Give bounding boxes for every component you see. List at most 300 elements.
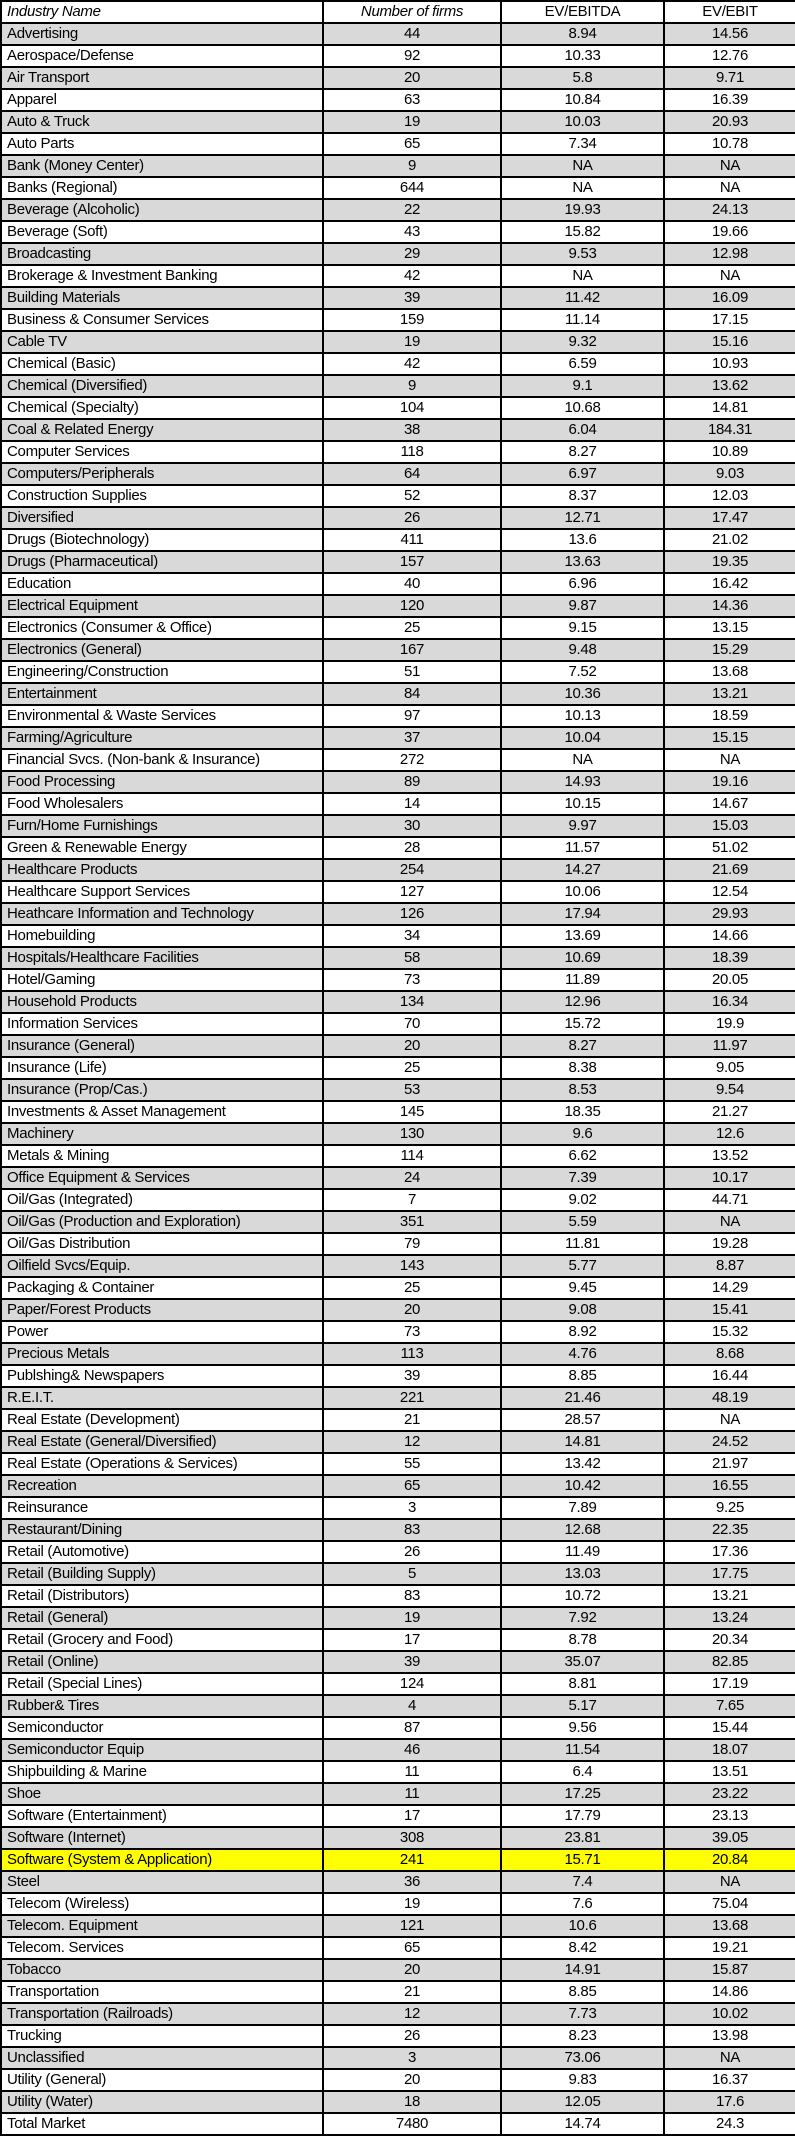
ev-ebitda-cell: 9.53 (501, 243, 664, 265)
ev-ebitda-cell: 12.96 (501, 991, 664, 1013)
firms-count-cell: 121 (323, 1915, 501, 1937)
ev-ebit-cell: 17.36 (664, 1541, 795, 1563)
industry-name-cell: Real Estate (General/Diversified) (1, 1431, 323, 1453)
ev-ebit-cell: 16.34 (664, 991, 795, 1013)
ev-ebitda-cell: 13.63 (501, 551, 664, 573)
table-row (1, 1651, 795, 1673)
ev-ebitda-cell: 8.23 (501, 2025, 664, 2047)
ev-ebit-cell: 13.68 (664, 1915, 795, 1937)
ev-ebitda-cell: 10.84 (501, 89, 664, 111)
industry-name-cell: Retail (Grocery and Food) (1, 1629, 323, 1651)
firms-count-cell: 21 (323, 1981, 501, 2003)
firms-count-cell: 241 (323, 1849, 501, 1871)
firms-count-cell: 9 (323, 375, 501, 397)
table-row (1, 2091, 795, 2113)
industry-name-cell: Insurance (Prop/Cas.) (1, 1079, 323, 1101)
industry-name-cell: Household Products (1, 991, 323, 1013)
ev-ebitda-cell: 14.74 (501, 2113, 664, 2135)
firms-count-cell: 73 (323, 1321, 501, 1343)
firms-count-cell: 58 (323, 947, 501, 969)
ev-ebitda-cell: 5.8 (501, 67, 664, 89)
industry-name-cell: Apparel (1, 89, 323, 111)
firms-count-cell: 351 (323, 1211, 501, 1233)
table-row (1, 1915, 795, 1937)
industry-name-cell: Healthcare Products (1, 859, 323, 881)
ev-ebit-cell: 14.29 (664, 1277, 795, 1299)
table-row (1, 1299, 795, 1321)
firms-count-cell: 143 (323, 1255, 501, 1277)
ev-ebitda-cell: 7.52 (501, 661, 664, 683)
table-row (1, 1519, 795, 1541)
ev-ebitda-cell: 6.4 (501, 1761, 664, 1783)
industry-name-cell: Aerospace/Defense (1, 45, 323, 67)
ev-ebitda-cell: 8.85 (501, 1981, 664, 2003)
ev-ebitda-cell: NA (501, 749, 664, 771)
ev-ebitda-cell: 11.54 (501, 1739, 664, 1761)
ev-ebit-cell: 23.22 (664, 1783, 795, 1805)
header-row (1, 1, 795, 23)
firms-count-cell: 65 (323, 1475, 501, 1497)
ev-ebit-cell: NA (664, 265, 795, 287)
ev-ebitda-cell: 7.92 (501, 1607, 664, 1629)
ev-ebit-cell: 21.97 (664, 1453, 795, 1475)
table-row (1, 1431, 795, 1453)
ev-ebitda-cell: 7.34 (501, 133, 664, 155)
industry-name-cell: Hospitals/Healthcare Facilities (1, 947, 323, 969)
industry-name-cell: Retail (Building Supply) (1, 1563, 323, 1585)
ev-ebitda-cell: 35.07 (501, 1651, 664, 1673)
ev-ebit-cell: 21.69 (664, 859, 795, 881)
table-row (1, 1035, 795, 1057)
ev-ebit-cell: 15.15 (664, 727, 795, 749)
ev-ebit-cell: NA (664, 155, 795, 177)
firms-count-cell: 89 (323, 771, 501, 793)
ev-ebit-cell: 48.19 (664, 1387, 795, 1409)
table-row (1, 1739, 795, 1761)
industry-name-cell: Drugs (Biotechnology) (1, 529, 323, 551)
industry-name-cell: Bank (Money Center) (1, 155, 323, 177)
table-row (1, 1101, 795, 1123)
table-row (1, 1497, 795, 1519)
ev-ebit-cell: 13.21 (664, 1585, 795, 1607)
ev-ebit-cell: 10.78 (664, 133, 795, 155)
ev-ebit-cell: 16.42 (664, 573, 795, 595)
firms-count-cell: 19 (323, 1893, 501, 1915)
ev-ebitda-cell: 15.71 (501, 1849, 664, 1871)
industry-name-cell: Rubber& Tires (1, 1695, 323, 1717)
firms-count-cell: 46 (323, 1739, 501, 1761)
firms-count-cell: 51 (323, 661, 501, 683)
firms-count-cell: 19 (323, 1607, 501, 1629)
ev-ebitda-cell: 8.94 (501, 23, 664, 45)
ev-ebit-cell: 19.66 (664, 221, 795, 243)
ev-ebit-cell: 15.32 (664, 1321, 795, 1343)
ev-ebit-cell: 9.03 (664, 463, 795, 485)
ev-ebitda-cell: 9.02 (501, 1189, 664, 1211)
ev-ebit-cell: 13.98 (664, 2025, 795, 2047)
table-row (1, 859, 795, 881)
ev-ebitda-cell: 15.82 (501, 221, 664, 243)
ev-ebitda-cell: 9.45 (501, 1277, 664, 1299)
ev-ebitda-cell: 13.42 (501, 1453, 664, 1475)
ev-ebit-cell: 8.68 (664, 1343, 795, 1365)
table-row (1, 947, 795, 969)
ev-ebit-cell: 14.66 (664, 925, 795, 947)
ev-ebit-cell: 12.54 (664, 881, 795, 903)
table-row (1, 243, 795, 265)
ev-ebitda-cell: 13.69 (501, 925, 664, 947)
table-row (1, 1563, 795, 1585)
table-row (1, 419, 795, 441)
firms-count-cell: 25 (323, 1057, 501, 1079)
ev-ebit-cell: 10.02 (664, 2003, 795, 2025)
ev-ebitda-cell: 10.13 (501, 705, 664, 727)
ev-ebit-cell: 39.05 (664, 1827, 795, 1849)
firms-count-cell: 12 (323, 2003, 501, 2025)
ev-ebitda-cell: 6.59 (501, 353, 664, 375)
ev-ebit-cell: 15.16 (664, 331, 795, 353)
ev-ebitda-cell: 19.93 (501, 199, 664, 221)
table-row (1, 441, 795, 463)
table-row (1, 1167, 795, 1189)
industry-name-cell: Chemical (Basic) (1, 353, 323, 375)
table-row (1, 1211, 795, 1233)
industry-name-cell: Telecom. Equipment (1, 1915, 323, 1937)
industry-name-cell: Oilfield Svcs/Equip. (1, 1255, 323, 1277)
industry-name-cell: Construction Supplies (1, 485, 323, 507)
ev-ebitda-cell: 10.33 (501, 45, 664, 67)
firms-count-cell: 159 (323, 309, 501, 331)
firms-count-cell: 42 (323, 265, 501, 287)
table-row (1, 1189, 795, 1211)
table-row (1, 221, 795, 243)
ev-ebit-cell: 16.09 (664, 287, 795, 309)
firms-count-cell: 70 (323, 1013, 501, 1035)
table-row (1, 1057, 795, 1079)
table-row (1, 1541, 795, 1563)
industry-name-cell: Retail (Online) (1, 1651, 323, 1673)
ev-ebitda-cell: 11.49 (501, 1541, 664, 1563)
firms-count-cell: 38 (323, 419, 501, 441)
ev-ebitda-cell: 9.97 (501, 815, 664, 837)
column-header-industry-name: Industry Name (1, 1, 323, 23)
ev-ebit-cell: 18.59 (664, 705, 795, 727)
firms-count-cell: 118 (323, 441, 501, 463)
ev-ebitda-cell: 23.81 (501, 1827, 664, 1849)
table-row (1, 67, 795, 89)
industry-name-cell: Hotel/Gaming (1, 969, 323, 991)
table-row (1, 727, 795, 749)
firms-count-cell: 55 (323, 1453, 501, 1475)
firms-count-cell: 114 (323, 1145, 501, 1167)
industry-name-cell: Paper/Forest Products (1, 1299, 323, 1321)
industry-name-cell: Entertainment (1, 683, 323, 705)
industry-name-cell: Metals & Mining (1, 1145, 323, 1167)
table-row (1, 1959, 795, 1981)
ev-ebit-cell: 75.04 (664, 1893, 795, 1915)
ev-ebit-cell: 14.56 (664, 23, 795, 45)
ev-ebitda-cell: 6.04 (501, 419, 664, 441)
ev-ebit-cell: 16.55 (664, 1475, 795, 1497)
ev-ebit-cell: 24.52 (664, 1431, 795, 1453)
ev-ebit-cell: 13.21 (664, 683, 795, 705)
firms-count-cell: 29 (323, 243, 501, 265)
table-row (1, 23, 795, 45)
industry-name-cell: Real Estate (Operations & Services) (1, 1453, 323, 1475)
table-row (1, 265, 795, 287)
industry-name-cell: Retail (Distributors) (1, 1585, 323, 1607)
ev-ebitda-cell: 11.89 (501, 969, 664, 991)
ev-ebitda-cell: 5.77 (501, 1255, 664, 1277)
ev-ebit-cell: 17.6 (664, 2091, 795, 2113)
ev-ebitda-cell: 10.36 (501, 683, 664, 705)
firms-count-cell: 20 (323, 2069, 501, 2091)
table-row (1, 705, 795, 727)
ev-ebitda-cell: 17.94 (501, 903, 664, 925)
industry-name-cell: Shipbuilding & Marine (1, 1761, 323, 1783)
column-header-ev-ebitda: EV/EBITDA (501, 1, 664, 23)
ev-ebitda-cell: 17.25 (501, 1783, 664, 1805)
ev-ebitda-cell: 7.73 (501, 2003, 664, 2025)
industry-name-cell: Unclassified (1, 2047, 323, 2069)
ev-ebitda-cell: 6.62 (501, 1145, 664, 1167)
firms-count-cell: 157 (323, 551, 501, 573)
firms-count-cell: 7 (323, 1189, 501, 1211)
ev-ebit-cell: 15.87 (664, 1959, 795, 1981)
table-row (1, 991, 795, 1013)
ev-ebitda-cell: 8.38 (501, 1057, 664, 1079)
table-row (1, 573, 795, 595)
table-row (1, 1761, 795, 1783)
ev-ebitda-cell: 10.72 (501, 1585, 664, 1607)
industry-name-cell: Steel (1, 1871, 323, 1893)
ev-ebitda-cell: 7.39 (501, 1167, 664, 1189)
table-row (1, 1783, 795, 1805)
ev-ebit-cell: 11.97 (664, 1035, 795, 1057)
ev-ebit-cell: 24.3 (664, 2113, 795, 2135)
ev-ebitda-cell: 10.69 (501, 947, 664, 969)
ev-ebitda-cell: 12.05 (501, 2091, 664, 2113)
firms-count-cell: 26 (323, 507, 501, 529)
industry-name-cell: Heathcare Information and Technology (1, 903, 323, 925)
industry-name-cell: Environmental & Waste Services (1, 705, 323, 727)
ev-ebitda-cell: 8.85 (501, 1365, 664, 1387)
ev-ebitda-cell: 13.03 (501, 1563, 664, 1585)
firms-count-cell: 20 (323, 1959, 501, 1981)
ev-ebit-cell: 19.16 (664, 771, 795, 793)
ev-ebitda-cell: 28.57 (501, 1409, 664, 1431)
ev-ebit-cell: 13.15 (664, 617, 795, 639)
ev-ebitda-cell: 17.79 (501, 1805, 664, 1827)
industry-name-cell: Packaging & Container (1, 1277, 323, 1299)
ev-ebitda-cell: 9.1 (501, 375, 664, 397)
ev-ebitda-cell: 10.15 (501, 793, 664, 815)
firms-count-cell: 9 (323, 155, 501, 177)
ev-ebitda-cell: 9.56 (501, 1717, 664, 1739)
industry-name-cell: Oil/Gas (Integrated) (1, 1189, 323, 1211)
table-row (1, 837, 795, 859)
ev-ebit-cell: 22.35 (664, 1519, 795, 1541)
firms-count-cell: 26 (323, 2025, 501, 2047)
firms-count-cell: 43 (323, 221, 501, 243)
firms-count-cell: 167 (323, 639, 501, 661)
ev-ebitda-cell: 18.35 (501, 1101, 664, 1123)
table-row (1, 155, 795, 177)
ev-ebitda-cell: 8.92 (501, 1321, 664, 1343)
table-row (1, 2003, 795, 2025)
ev-ebit-cell: 20.34 (664, 1629, 795, 1651)
industry-name-cell: Reinsurance (1, 1497, 323, 1519)
industry-name-cell: Total Market (1, 2113, 323, 2135)
column-header-ev-ebit: EV/EBIT (664, 1, 795, 23)
table-row (1, 177, 795, 199)
ev-ebit-cell: NA (664, 177, 795, 199)
ev-ebit-cell: 17.75 (664, 1563, 795, 1585)
industry-name-cell: Electronics (General) (1, 639, 323, 661)
industry-name-cell: Publshing& Newspapers (1, 1365, 323, 1387)
ev-ebit-cell: NA (664, 1871, 795, 1893)
ev-ebitda-cell: 11.57 (501, 837, 664, 859)
table-row (1, 2113, 795, 2135)
firms-count-cell: 7480 (323, 2113, 501, 2135)
industry-name-cell: Utility (General) (1, 2069, 323, 2091)
ev-ebit-cell: 19.21 (664, 1937, 795, 1959)
ev-ebitda-cell: 14.93 (501, 771, 664, 793)
table-row (1, 815, 795, 837)
ev-ebit-cell: 12.98 (664, 243, 795, 265)
ev-ebitda-cell: 8.81 (501, 1673, 664, 1695)
ev-ebitda-cell: 9.83 (501, 2069, 664, 2091)
ev-ebit-cell: 10.89 (664, 441, 795, 463)
table-row (1, 793, 795, 815)
ev-ebit-cell: 29.93 (664, 903, 795, 925)
table-row (1, 1409, 795, 1431)
firms-count-cell: 19 (323, 331, 501, 353)
firms-count-cell: 28 (323, 837, 501, 859)
firms-count-cell: 127 (323, 881, 501, 903)
table-row (1, 881, 795, 903)
firms-count-cell: 20 (323, 1035, 501, 1057)
table-row (1, 969, 795, 991)
table-row (1, 1387, 795, 1409)
table-row (1, 903, 795, 925)
ev-ebit-cell: 13.51 (664, 1761, 795, 1783)
industry-name-cell: Software (Entertainment) (1, 1805, 323, 1827)
industry-name-cell: Retail (Special Lines) (1, 1673, 323, 1695)
table-row (1, 1827, 795, 1849)
firms-count-cell: 17 (323, 1805, 501, 1827)
table-row (1, 1629, 795, 1651)
ev-ebit-cell: 19.28 (664, 1233, 795, 1255)
ev-ebit-cell: 18.07 (664, 1739, 795, 1761)
table-row (1, 1805, 795, 1827)
ev-ebit-cell: 14.86 (664, 1981, 795, 2003)
industry-name-cell: Beverage (Alcoholic) (1, 199, 323, 221)
ev-ebit-cell: NA (664, 2047, 795, 2069)
firms-count-cell: 134 (323, 991, 501, 1013)
industry-name-cell: Power (1, 1321, 323, 1343)
table-row (1, 331, 795, 353)
table-row (1, 1981, 795, 2003)
firms-count-cell: 11 (323, 1783, 501, 1805)
ev-ebitda-cell: 6.97 (501, 463, 664, 485)
ev-ebit-cell: 9.54 (664, 1079, 795, 1101)
industry-name-cell: Building Materials (1, 287, 323, 309)
ev-ebit-cell: 13.52 (664, 1145, 795, 1167)
ev-ebit-cell: NA (664, 1409, 795, 1431)
firms-count-cell: 5 (323, 1563, 501, 1585)
firms-count-cell: 30 (323, 815, 501, 837)
table-row (1, 353, 795, 375)
ev-ebit-cell: 16.37 (664, 2069, 795, 2091)
ev-ebitda-cell: 14.91 (501, 1959, 664, 1981)
ev-ebit-cell: NA (664, 749, 795, 771)
ev-ebit-cell: 7.65 (664, 1695, 795, 1717)
ev-ebitda-cell: NA (501, 177, 664, 199)
ev-ebitda-cell: 12.71 (501, 507, 664, 529)
firms-count-cell: 411 (323, 529, 501, 551)
table-row (1, 661, 795, 683)
firms-count-cell: 104 (323, 397, 501, 419)
ev-ebitda-cell: 8.27 (501, 441, 664, 463)
industry-name-cell: Insurance (General) (1, 1035, 323, 1057)
firms-count-cell: 4 (323, 1695, 501, 1717)
industry-name-cell: Advertising (1, 23, 323, 45)
table-body (1, 23, 795, 2135)
firms-count-cell: 3 (323, 2047, 501, 2069)
firms-count-cell: 19 (323, 111, 501, 133)
industry-name-cell: Restaurant/Dining (1, 1519, 323, 1541)
ev-ebit-cell: 15.29 (664, 639, 795, 661)
firms-count-cell: 25 (323, 1277, 501, 1299)
ev-ebitda-cell: 11.14 (501, 309, 664, 331)
firms-count-cell: 39 (323, 1365, 501, 1387)
firms-count-cell: 34 (323, 925, 501, 947)
table-row (1, 1079, 795, 1101)
ev-ebitda-cell: 14.81 (501, 1431, 664, 1453)
ev-ebitda-cell: 12.68 (501, 1519, 664, 1541)
ev-ebitda-cell: 8.78 (501, 1629, 664, 1651)
ev-ebit-cell: 13.68 (664, 661, 795, 683)
industry-name-cell: Real Estate (Development) (1, 1409, 323, 1431)
firms-count-cell: 22 (323, 199, 501, 221)
ev-ebit-cell: 16.44 (664, 1365, 795, 1387)
ev-ebit-cell: 20.84 (664, 1849, 795, 1871)
firms-count-cell: 120 (323, 595, 501, 617)
table-row (1, 309, 795, 331)
ev-ebit-cell: 21.27 (664, 1101, 795, 1123)
ev-ebit-cell: 12.6 (664, 1123, 795, 1145)
ev-ebitda-cell: 8.37 (501, 485, 664, 507)
firms-count-cell: 92 (323, 45, 501, 67)
industry-name-cell: Air Transport (1, 67, 323, 89)
firms-count-cell: 113 (323, 1343, 501, 1365)
firms-count-cell: 84 (323, 683, 501, 705)
industry-name-cell: Diversified (1, 507, 323, 529)
ev-ebit-cell: 13.62 (664, 375, 795, 397)
industry-name-cell: Oil/Gas (Production and Exploration) (1, 1211, 323, 1233)
table-row (1, 2069, 795, 2091)
table-row (1, 1255, 795, 1277)
ev-ebitda-cell: 15.72 (501, 1013, 664, 1035)
firms-count-cell: 145 (323, 1101, 501, 1123)
ev-ebitda-cell: 11.42 (501, 287, 664, 309)
ev-ebitda-cell: 10.04 (501, 727, 664, 749)
table-row-highlighted (1, 1849, 795, 1871)
ev-ebitda-cell: 14.27 (501, 859, 664, 881)
ev-ebit-cell: 13.24 (664, 1607, 795, 1629)
table-row (1, 397, 795, 419)
